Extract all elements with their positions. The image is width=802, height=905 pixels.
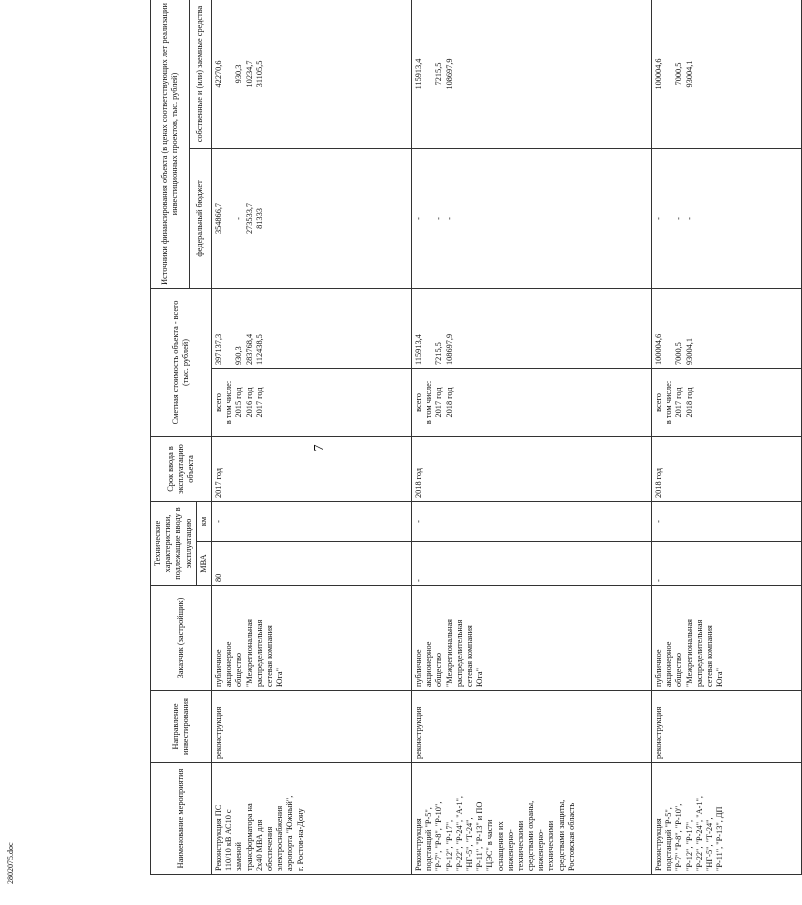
row-direction: реконструкция [412,691,652,763]
row-own-line: 42270,6 [214,60,224,88]
row-name-line: "Р-11", "Р-13", ДП [715,806,725,871]
row-name [212,763,412,875]
row-cost-values-line: 7000,5 [674,342,684,365]
row-cost-labels-line: 2015 год [234,387,244,418]
row-federal-line [424,152,434,285]
row-name-line: "Р-12", "Р-17", [684,819,694,871]
row-federal-line: - [414,217,424,220]
row-name-line: электроснабжения [275,805,285,871]
row-name-line: инженерно- [536,829,546,871]
row-mva: 80 [212,542,412,586]
row-federal-line [224,152,234,285]
row-customer [212,586,412,691]
row-own-line: 31105,5 [254,60,264,88]
row-cost-labels [212,368,412,436]
row-own-line: 930,3 [234,64,244,84]
row-cost-labels [652,368,802,436]
row-name-line: аэропорта "Южный", [285,795,295,871]
row-cost-values-line: 7215,5 [434,342,444,365]
row-customer-line: акционерное [664,641,674,687]
row-name-line: г. Ростов-на-Дону [295,808,305,871]
row-cost-labels-line: 2017 год [434,387,444,418]
row-customer-line: публичное [654,649,664,687]
row-own-line: 10234,7 [244,60,254,88]
row-name-line: подстанций "Р-5", [664,807,674,871]
row-customer-line: распределительная [694,619,704,687]
row-cost-values-line: 283768,4 [244,333,254,365]
row-customer-line: сетевая компания [264,625,274,687]
row-federal-line: - [684,217,694,220]
row-cost-labels-line: в том числе: [664,380,674,425]
row-customer-line: сетевая компания [704,625,714,687]
row-name [652,763,802,875]
row-customer-line: Юга" [475,667,485,687]
row-federal-line: - [234,217,244,220]
page-number: 7 [312,444,327,452]
row-cost-labels-line: всего [414,393,424,412]
row-name-line: "Р-22", "Р-24", "А-1", [454,796,464,871]
row-term: 2017 год [212,436,412,501]
row-name [412,763,652,875]
row-federal-line: 354866,7 [214,202,224,235]
row-customer-line: "Межрегиональная [244,619,254,687]
row-cost-values-line: 115913,4 [414,334,424,365]
row-term: 2018 год [412,436,652,501]
row-federal [412,148,652,288]
row-federal [652,148,802,288]
row-cost-values [412,288,652,368]
row-federal-line: - [674,217,684,220]
row-customer-line: распределительная [454,619,464,687]
row-cost-values-line [424,292,434,365]
row-mva: - [412,542,652,586]
row-name-line: "Р-7", "Р-8", "Р-10", [434,801,444,871]
row-own-line: 100004,6 [654,58,664,90]
row-cost-labels-line: 2016 год [244,387,254,418]
row-federal-line: - [434,217,444,220]
investment-table [150,0,802,875]
row-own [652,0,802,148]
row-cost-labels-line: в том числе: [424,380,434,425]
row-direction: реконструкция [652,691,802,763]
col-own-header: собственные и (или) заемные средства [190,0,212,148]
row-name-line: 2х40 МВА для [254,819,264,871]
row-own-line [224,3,234,145]
row-customer [412,586,652,691]
row-own-line: 115913,4 [414,58,424,90]
row-name-line: оснащения их [495,821,505,871]
table-row [412,0,652,875]
row-federal-line: - [444,217,454,220]
row-cost-labels-line: всего [654,393,664,412]
row-name-line: Реконструкция ПС [214,804,224,871]
row-name-line: трансформатора на [244,803,254,871]
row-cost-values-line [664,292,674,365]
row-own-line: 93004,1 [684,60,694,88]
row-federal-line: 81333 [254,208,264,229]
col-federal-header: федеральный бюджет [190,148,212,288]
row-name-line: Ростовская область [566,802,576,871]
rotated-page [150,0,725,875]
row-federal [212,148,412,288]
col-customer-header: Заказчик (застройщик) [151,586,212,691]
row-name-line: средствами охраны, [526,800,536,871]
row-mva: - [652,542,802,586]
col-sources-header: Источники финансирования объекта (в ценах соответствующих лет реализации инвестиционных проектов, тыс. рублей) [151,0,190,288]
col-direction-header: Направление инвестирования [151,691,212,763]
row-own-line [424,3,434,145]
row-km: - [652,501,802,541]
row-own-line: 7000,5 [674,62,684,86]
row-cost-values [652,288,802,368]
row-cost-labels-line: всего [214,393,224,412]
col-cost-header: Сметная стоимость объекта - всего (тыс. рублей) [151,288,212,436]
row-cost-values-line: 112438,5 [254,334,264,365]
row-km: - [412,501,652,541]
row-cost-labels-line: 2017 год [254,387,264,418]
row-own [212,0,412,148]
row-customer-line: "Межрегиональная [684,619,694,687]
row-customer [652,586,802,691]
row-customer-line: распределительная [254,619,264,687]
col-name-header: Наименование мероприятия [151,763,212,875]
row-name-line: Реконструкция [414,818,424,871]
row-name-line: "Р-22", "Р-24", "А-1", [694,796,704,871]
row-cost-values-line: 930,3 [234,346,244,365]
row-federal-line: 273533,7 [244,202,254,235]
row-name-line: 110/10 кВ АС10 с [224,809,234,871]
row-name-line: Реконструкция [654,818,664,871]
row-name-line: обеспечения [264,826,274,871]
col-tech-header: Технические характеристики, подлежащие вводу в эксплуатацию [151,501,197,585]
row-name-line: средствами защиты, [556,799,566,871]
row-cost-values [212,288,412,368]
row-customer-line: публичное [414,649,424,687]
row-name-line: подстанций "Р-5", [424,807,434,871]
table-row [212,0,412,875]
row-name-line: "НГ-5", "Т-24", [704,817,714,871]
col-mva-header: МВА [196,542,211,586]
row-name-line: техническими [515,820,525,871]
row-term: 2018 год [652,436,802,501]
row-own-line: 7215,5 [434,62,444,86]
row-customer-line: общество [434,653,444,687]
col-km-header: км [196,501,211,541]
row-cost-labels-line: в том числе: [224,380,234,425]
table-body [212,0,802,875]
row-name-line: инженерно- [505,829,515,871]
row-cost-labels [412,368,652,436]
row-customer-line: общество [234,653,244,687]
row-name-line: "Р-12", "Р-17", [444,819,454,871]
row-cost-values-line: 100004,6 [654,333,664,365]
row-cost-values-line: 108697,9 [444,333,454,365]
file-footer: 2802075.doc [6,842,15,884]
row-customer-line: акционерное [424,641,434,687]
row-cost-values-line [224,292,234,365]
row-cost-labels-line: 2018 год [444,387,454,418]
row-own [412,0,652,148]
row-federal-line [664,152,674,285]
row-name-line: "ЦЭС" в части [485,819,495,871]
row-name-line: "Р-11", "Р-13" и ПО [475,801,485,871]
row-cost-labels-line: 2018 год [684,387,694,418]
row-customer-line: "Межрегиональная [444,619,454,687]
row-cost-values-line: 397137,3 [214,333,224,365]
row-customer-line: общество [674,653,684,687]
row-direction: реконструкция [212,691,412,763]
row-name-line: "НГ-5", "Т-24", [464,817,474,871]
row-customer-line: Юга" [715,667,725,687]
row-cost-labels-line: 2017 год [674,387,684,418]
row-own-line [664,3,674,145]
row-customer-line: акционерное [224,641,234,687]
row-name-line: "Р-7" "Р-8", "Р-10", [674,803,684,871]
row-name-line: заменой [234,842,244,871]
row-federal-line: - [654,217,664,220]
row-own-line: 108697,9 [444,58,454,90]
col-term-header: Срок ввода в эксплуатацию объекта [151,436,212,501]
table-row [652,0,802,875]
row-customer-line: публичное [214,649,224,687]
row-name-line: техническими [546,820,556,871]
row-km: - [212,501,412,541]
row-customer-line: сетевая компания [464,625,474,687]
row-customer-line: Юга" [275,667,285,687]
row-cost-values-line: 93004,1 [684,338,694,365]
